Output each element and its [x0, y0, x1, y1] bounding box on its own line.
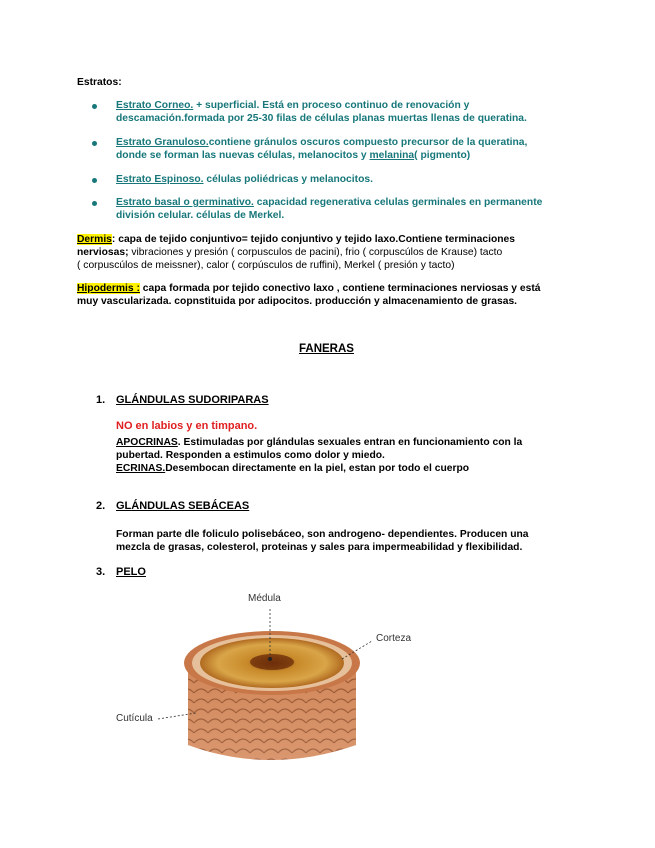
estrato-granuloso-title: Estrato Granuloso.: [116, 137, 209, 148]
section-title-sudoriparas: GLÁNDULAS SUDORIPARAS: [116, 394, 269, 406]
estrato-basal-line2: división celular. células de Merkel.: [116, 210, 285, 221]
hipodermis-label: Hipodermis :: [77, 283, 140, 294]
section-number: 2.: [96, 500, 106, 512]
dermis-line1: Dermis: capa de tejido conjuntivo= tejido conjuntivo y tejido laxo.Contiene terminaciones: [77, 234, 515, 245]
dermis-label: Dermis: [77, 234, 112, 245]
bullet-icon: [92, 141, 97, 146]
ecrinas-label: ECRINAS.: [116, 463, 166, 474]
estrato-basal-line1: Estrato basal o germinativo. capacidad regenerativa celulas germinales en permanente: [116, 197, 543, 208]
estrato-corneo-line1: Estrato Corneo. + superficial. Está en proceso continuo de renovación y: [116, 100, 470, 111]
bullet-icon: [92, 178, 97, 183]
section-number: 1.: [96, 394, 106, 406]
cuticula-label: Cutícula: [116, 713, 153, 724]
estratos-heading: Estratos:: [77, 77, 122, 88]
dermis-line2: nerviosas; vibraciones y presión ( corpusculos de pacini), frio ( corpuscúlos de Krause) tacto: [77, 247, 503, 258]
section-number: 3.: [96, 566, 106, 578]
faneras-heading: FANERAS: [299, 343, 354, 355]
estrato-granuloso-line1: Estrato Granuloso.contiene gránulos oscuros compuesto precursor de la queratina,: [116, 137, 528, 148]
estrato-granuloso-line2: donde se forman las nuevas células, melanocitos y melanina( pigmento): [116, 150, 471, 161]
melanina-link[interactable]: melanina: [369, 150, 415, 161]
ecrinas-line: ECRINAS.Desembocan directamente en la piel, estan por todo el cuerpo: [116, 463, 470, 474]
section-title-sebaceas: GLÁNDULAS SEBÁCEAS: [116, 500, 250, 512]
sudoriparas-note: NO en labios y en timpano.: [116, 420, 258, 432]
dermis-line3: ( corpuscúlos de meissner), calor ( corpúsculos de ruffini), Merkel ( presión y tacto): [77, 260, 455, 271]
apocrinas-line1: APOCRINAS. Estimuladas por glándulas sexuales entran en funcionamiento con la: [116, 437, 523, 448]
hipodermis-line2: muy vascularizada. copnstituida por adipocitos. producción y almacenamiento de grasas.: [77, 296, 518, 307]
corteza-label: Corteza: [376, 633, 412, 644]
estrato-espinoso-title: Estrato Espinoso.: [116, 174, 204, 185]
sebaceas-line2: mezcla de grasas, colesterol, proteinas y sales para impermeabilidad y flexibilidad.: [116, 542, 523, 553]
bullet-icon: [92, 104, 97, 109]
hipodermis-line1: Hipodermis : capa formada por tejido conectivo laxo , contiene terminaciones nerviosas y está: [77, 283, 541, 294]
apocrinas-label: APOCRINAS: [116, 437, 178, 448]
estrato-basal-title: Estrato basal o germinativo.: [116, 197, 254, 208]
estrato-espinoso-line1: Estrato Espinoso. células poliédricas y melanocitos.: [116, 174, 373, 185]
hair-cross-section-illustration: [110, 585, 430, 765]
estrato-corneo-title: Estrato Corneo.: [116, 100, 194, 111]
medula-label: Médula: [248, 593, 281, 604]
section-title-pelo: PELO: [116, 566, 146, 578]
estrato-corneo-line2: descamación.formada por 25-30 filas de células planas muertas llenas de queratina.: [116, 113, 527, 124]
hair-cross-section-figure: [110, 585, 430, 765]
sebaceas-line1: Forman parte dle foliculo polisebáceo, son androgeno- dependientes. Producen una: [116, 529, 529, 540]
bullet-icon: [92, 201, 97, 206]
apocrinas-line2: pubertad. Responden a estimulos como dolor y miedo.: [116, 450, 385, 461]
